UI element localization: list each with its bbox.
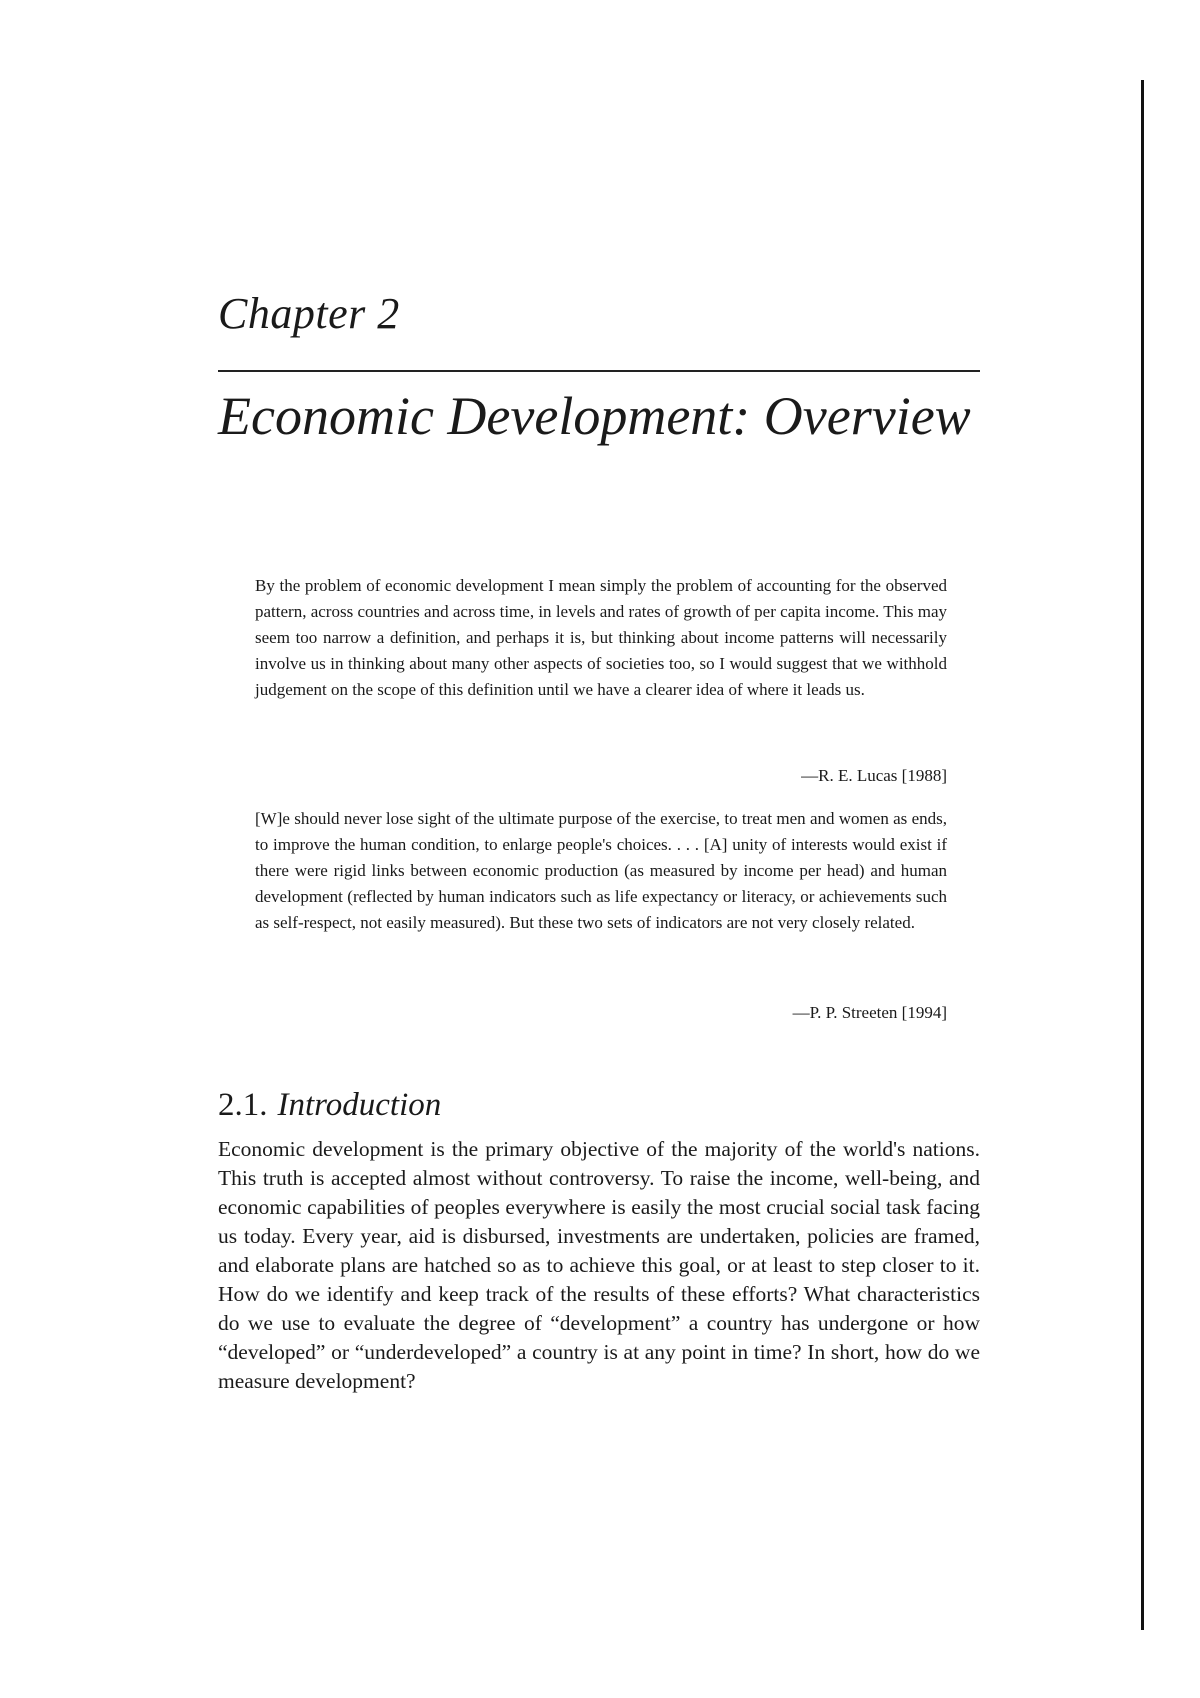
epigraph-streeten: [W]e should never lose sight of the ultimate purpose of the exercise, to treat men and women as ends, to improve the human condition, to enlarge people's choices. . . . [A] unity of interests would exist if there were rigid links between economic production (as measured by income per head) and human development (reflected by human indicators such as life expectancy or literacy, or achievements such as self-respect, not easily measured). But these two sets of indicators are not very closely related. xyxy=(255,809,947,932)
margin-rule xyxy=(1141,80,1144,1630)
epigraph-lucas: By the problem of economic development I mean simply the problem of accounting for the observed pattern, across countries and across time, in levels and rates of growth of per capita income. This may seem too narrow a definition, and perhaps it is, but thinking about income patterns will necessarily involve us in thinking about many other aspects of societies too, so I would suggest that we withhold judgement on the scope of this definition until we have a clearer idea of where it leads us. xyxy=(255,576,947,699)
title-rule xyxy=(218,370,980,372)
section-number: 2.1. xyxy=(218,1087,268,1123)
epigraph-lucas-attribution: —R. E. Lucas [1988] xyxy=(801,766,947,785)
section-title: Introduction xyxy=(277,1087,442,1123)
section-body-paragraph: Economic development is the primary objective of the majority of the world's nations. This truth is accepted almost without controversy. To raise the income, well-being, and economic capabilities of peoples everywhere is easily the most crucial social task facing us today. Every year, aid is disbursed, investments are undertaken, policies are framed, and elaborate plans are hatched so as to achieve this goal, or at least to step closer to it. How do we identify and keep track of the results of these efforts? What characteristics do we use to evaluate the degree of “development” a country has undergone or how “developed” or “underdeveloped” a country is at any point in time? In short, how do we measure development? xyxy=(218,1137,980,1393)
chapter-title: Economic Development: Overview xyxy=(218,386,971,446)
chapter-label: Chapter 2 xyxy=(218,289,400,338)
epigraph-streeten-attribution: —P. P. Streeten [1994] xyxy=(792,1003,947,1022)
section-heading xyxy=(218,1085,441,1125)
